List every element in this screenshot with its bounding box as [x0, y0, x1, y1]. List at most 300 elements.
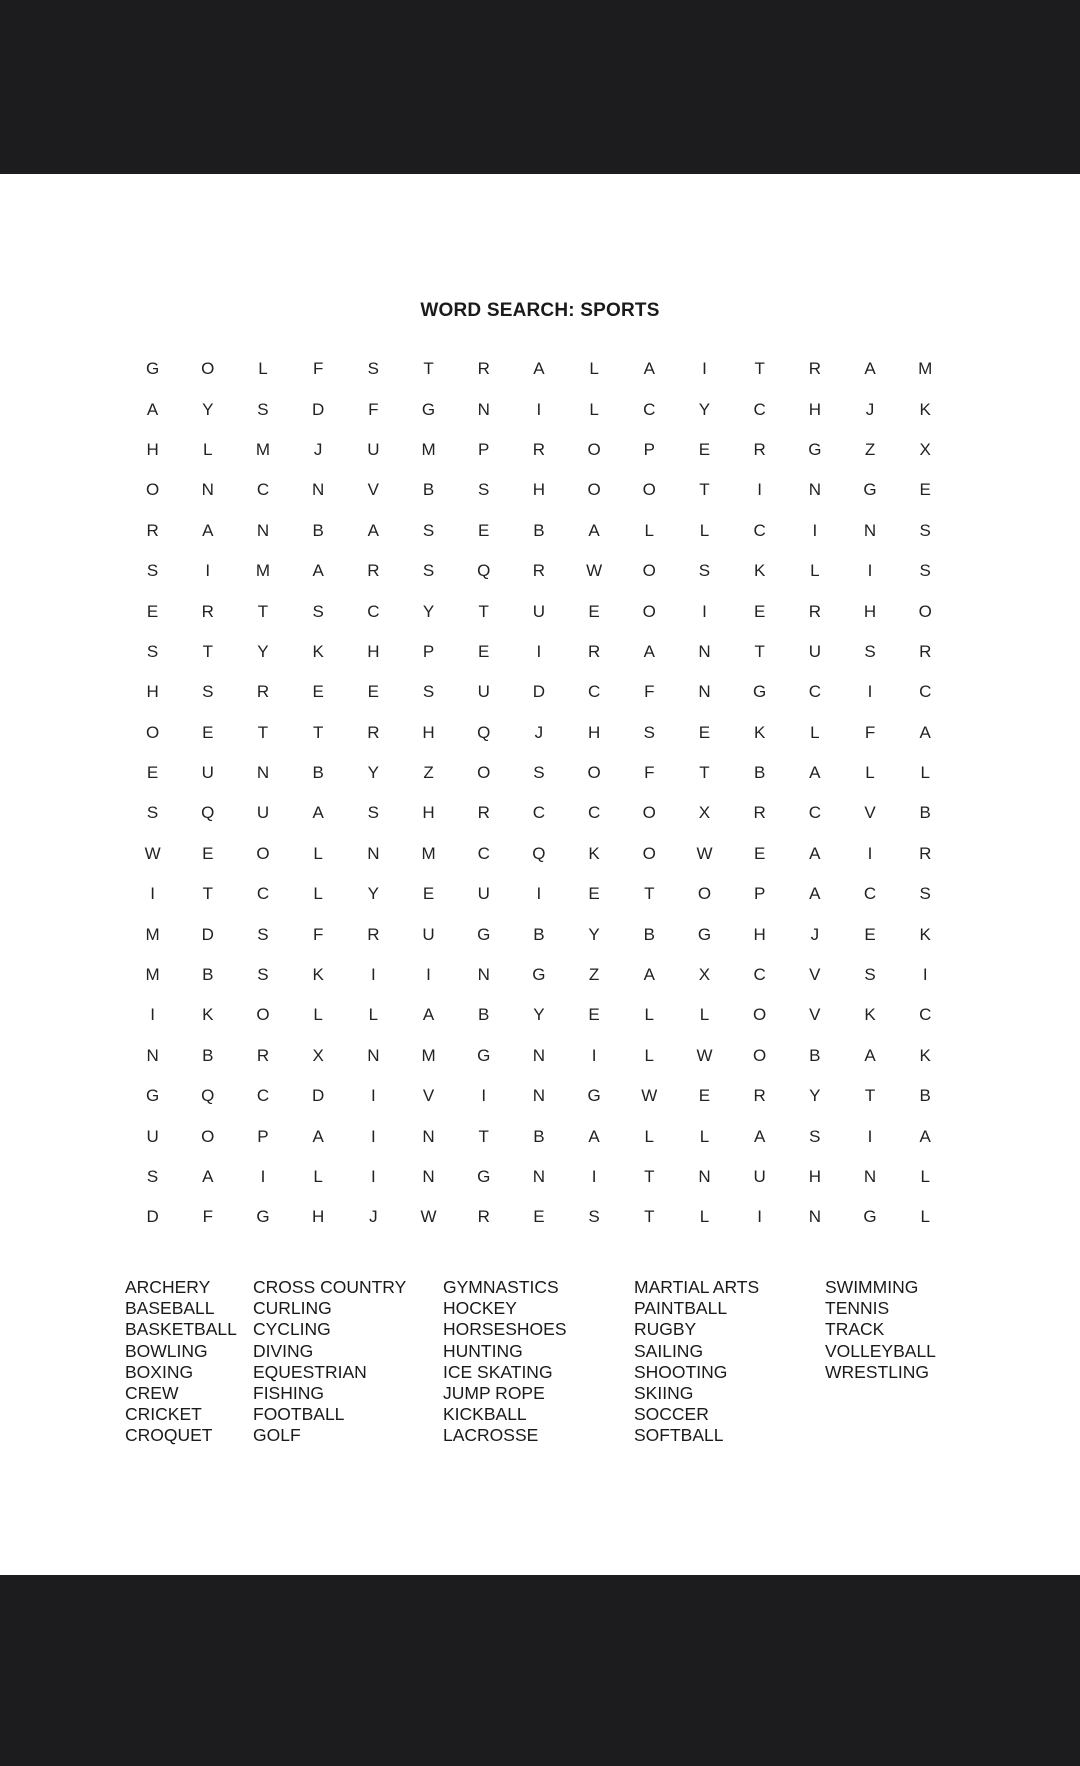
- grid-letter: V: [422, 1086, 435, 1106]
- grid-letter: O: [642, 480, 656, 500]
- grid-letter: Z: [588, 965, 600, 985]
- grid-letter: L: [644, 520, 655, 540]
- grid-letter: F: [864, 722, 876, 742]
- word-list-item: SKIING: [634, 1383, 694, 1404]
- grid-letter: U: [477, 682, 490, 702]
- grid-letter: V: [864, 803, 876, 823]
- grid-letter: R: [753, 1086, 766, 1106]
- grid-letter: H: [312, 1207, 325, 1227]
- puzzle-page: [0, 174, 1080, 1575]
- grid-letter: L: [920, 1167, 930, 1186]
- grid-letter: M: [145, 965, 160, 985]
- grid-letter: R: [753, 803, 766, 823]
- grid-letter: T: [699, 763, 710, 783]
- grid-letter: H: [532, 480, 546, 500]
- grid-letter: T: [644, 1207, 655, 1227]
- grid-letter: E: [533, 1207, 545, 1227]
- grid-letter: T: [478, 601, 489, 621]
- grid-letter: I: [702, 359, 707, 379]
- grid-letter: G: [532, 965, 546, 985]
- word-column: [825, 1277, 936, 1383]
- grid-letter: Z: [423, 763, 434, 783]
- grid-letter: P: [753, 884, 766, 904]
- word-list-item: CREW: [125, 1383, 179, 1404]
- grid-letter: L: [258, 359, 268, 379]
- grid-letter: L: [699, 1207, 710, 1227]
- grid-letter: B: [202, 965, 214, 985]
- grid-letter: A: [588, 1126, 600, 1146]
- grid-letter: P: [643, 439, 655, 459]
- grid-letter: F: [202, 1207, 213, 1227]
- grid-letter: H: [146, 682, 159, 702]
- grid-letter: T: [864, 1086, 876, 1106]
- grid-letter: B: [533, 924, 545, 944]
- grid-letter: K: [588, 843, 600, 863]
- grid-letter: U: [201, 763, 214, 783]
- grid-letter: G: [863, 480, 877, 500]
- grid-letter: K: [919, 399, 931, 419]
- grid-letter: I: [370, 965, 376, 985]
- grid-letter: O: [753, 1005, 767, 1025]
- word-list-item: SAILING: [634, 1340, 704, 1361]
- word-list-item: SOFTBALL: [634, 1425, 724, 1446]
- grid-letter: O: [587, 439, 601, 459]
- grid-letter: B: [312, 520, 324, 540]
- grid-letter: N: [422, 1126, 435, 1146]
- grid-letter: I: [702, 601, 707, 621]
- grid-letter: N: [367, 1045, 380, 1065]
- grid-letter: J: [865, 399, 875, 419]
- grid-letter: T: [644, 1167, 655, 1186]
- grid-letter: X: [698, 803, 711, 823]
- grid-letter: E: [478, 641, 490, 661]
- grid-letter: C: [587, 682, 601, 702]
- grid-letter: W: [641, 1086, 658, 1106]
- grid-letter: A: [643, 359, 655, 379]
- grid-letter: B: [919, 1086, 931, 1106]
- grid-letter: W: [420, 1207, 437, 1227]
- word-list-item: CROQUET: [125, 1425, 213, 1446]
- grid-letter: X: [312, 1045, 324, 1065]
- grid-letter: L: [644, 1005, 655, 1025]
- grid-letter: B: [809, 1045, 821, 1065]
- grid-letter: U: [256, 803, 270, 823]
- grid-letter: N: [698, 1167, 711, 1186]
- grid-letter: M: [255, 561, 271, 581]
- grid-letter: C: [753, 520, 766, 540]
- grid-letter: O: [587, 763, 601, 783]
- grid-letter: I: [867, 843, 873, 863]
- grid-letter: R: [367, 924, 380, 944]
- grid-letter: M: [421, 843, 436, 863]
- grid-letter: T: [478, 1126, 489, 1146]
- grid-letter: P: [478, 439, 490, 459]
- grid-letter: E: [146, 763, 159, 783]
- grid-letter: N: [863, 1167, 877, 1186]
- grid-letter: E: [422, 884, 435, 904]
- grid-letter: S: [698, 561, 711, 581]
- grid-letter: F: [368, 399, 379, 419]
- grid-letter: S: [367, 803, 380, 823]
- grid-letter: P: [422, 641, 435, 661]
- grid-letter: A: [809, 884, 821, 904]
- grid-letter: C: [587, 803, 601, 823]
- word-list-item: BASKETBALL: [125, 1319, 237, 1340]
- grid-letter: H: [808, 399, 821, 419]
- grid-letter: I: [757, 1207, 763, 1227]
- grid-letter: Q: [477, 561, 491, 581]
- grid-letter: F: [312, 924, 324, 944]
- grid-letter: L: [313, 1005, 323, 1025]
- grid-letter: S: [864, 965, 876, 985]
- grid-letter: N: [532, 1167, 546, 1186]
- grid-letter: Y: [202, 399, 214, 419]
- grid-letter: F: [312, 359, 324, 379]
- grid-letter: R: [919, 843, 932, 863]
- grid-letter: S: [146, 641, 159, 661]
- grid-letter: N: [808, 480, 821, 500]
- word-list-item: ICE SKATING: [443, 1361, 553, 1382]
- grid-letter: N: [698, 641, 711, 661]
- grid-letter: O: [642, 843, 656, 863]
- word-list-item: JUMP ROPE: [443, 1383, 545, 1404]
- grid-letter: L: [644, 1045, 655, 1065]
- grid-letter: H: [422, 722, 435, 742]
- grid-letter: I: [812, 520, 818, 540]
- grid-letter: N: [146, 1045, 159, 1065]
- grid-letter: N: [201, 480, 214, 500]
- word-list-item: CURLING: [253, 1298, 332, 1319]
- grid-letter: E: [753, 601, 766, 621]
- grid-letter: I: [426, 965, 431, 985]
- grid-letter: W: [144, 843, 161, 863]
- grid-letter: O: [918, 601, 932, 621]
- grid-letter: R: [808, 601, 821, 621]
- grid-letter: R: [256, 1045, 270, 1065]
- grid-letter: E: [698, 722, 711, 742]
- grid-letter: O: [201, 359, 215, 379]
- grid-letter: H: [422, 803, 435, 823]
- grid-letter: I: [536, 884, 542, 904]
- grid-letter: I: [591, 1045, 597, 1065]
- grid-letter: E: [146, 601, 159, 621]
- grid-letter: A: [864, 1045, 876, 1065]
- grid-letter: L: [313, 884, 323, 904]
- grid-letter: S: [919, 561, 931, 581]
- grid-letter: W: [696, 843, 713, 863]
- grid-letter: C: [367, 601, 380, 621]
- grid-letter: Y: [367, 763, 380, 783]
- word-list-item: SOCCER: [634, 1404, 709, 1425]
- bottom-bar: [0, 1575, 1080, 1766]
- grid-letter: N: [477, 965, 490, 985]
- grid-letter: G: [477, 1167, 491, 1186]
- grid-letter: G: [863, 1207, 877, 1227]
- word-list-item: RUGBY: [634, 1319, 697, 1340]
- word-list-item: SHOOTING: [634, 1361, 728, 1382]
- grid-letter: B: [422, 480, 435, 500]
- grid-letter: L: [699, 1005, 710, 1025]
- page-title: WORD SEARCH: SPORTS: [420, 300, 660, 321]
- grid-letter: X: [698, 965, 711, 985]
- grid-letter: C: [643, 399, 656, 419]
- grid-letter: O: [256, 1005, 270, 1025]
- grid-letter: G: [808, 439, 822, 459]
- grid-letter: C: [919, 682, 932, 702]
- grid-letter: M: [255, 439, 271, 459]
- grid-letter: T: [257, 722, 269, 742]
- grid-letter: J: [534, 722, 544, 742]
- grid-letter: K: [753, 722, 766, 742]
- word-column: [443, 1277, 567, 1447]
- top-bar: [0, 0, 1080, 174]
- grid-letter: S: [146, 1167, 159, 1186]
- grid-letter: A: [919, 1126, 931, 1146]
- grid-letter: R: [256, 682, 270, 702]
- word-list-item: BASEBALL: [125, 1298, 215, 1319]
- grid-letter: A: [919, 722, 931, 742]
- grid-letter: A: [202, 1167, 214, 1186]
- grid-letter: G: [145, 1086, 160, 1106]
- grid-letter: R: [532, 561, 546, 581]
- grid-letter: Y: [588, 924, 600, 944]
- word-list-item: LACROSSE: [443, 1425, 539, 1446]
- grid-letter: Y: [422, 601, 435, 621]
- grid-letter: O: [753, 1045, 767, 1065]
- grid-letter: D: [532, 682, 546, 702]
- grid-letter: T: [699, 480, 710, 500]
- word-list-item: PAINTBALL: [634, 1298, 728, 1319]
- grid-letter: E: [588, 601, 600, 621]
- word-list-item: HUNTING: [443, 1340, 523, 1361]
- grid-letter: F: [644, 763, 655, 783]
- grid-letter: E: [698, 1086, 711, 1106]
- grid-letter: A: [312, 561, 324, 581]
- grid-letter: L: [589, 399, 599, 419]
- grid-letter: T: [423, 359, 434, 379]
- grid-letter: G: [477, 924, 491, 944]
- grid-letter: U: [422, 924, 435, 944]
- grid-letter: B: [202, 1045, 214, 1065]
- word-list-item: GOLF: [253, 1425, 301, 1446]
- grid-letter: T: [312, 722, 324, 742]
- grid-letter: C: [477, 843, 490, 863]
- grid-letter: R: [146, 520, 159, 540]
- grid-letter: C: [808, 682, 821, 702]
- grid-letter: D: [312, 399, 325, 419]
- grid-letter: B: [533, 520, 545, 540]
- grid-letter: I: [867, 561, 873, 581]
- grid-letter: E: [588, 1005, 600, 1025]
- grid-letter: S: [864, 641, 876, 661]
- grid-letter: M: [421, 1045, 436, 1065]
- grid-letter: O: [642, 803, 656, 823]
- grid-letter: A: [312, 1126, 324, 1146]
- grid-letter: A: [312, 803, 324, 823]
- grid-letter: I: [536, 399, 542, 419]
- word-list-item: EQUESTRIAN: [253, 1361, 367, 1382]
- grid-letter: G: [587, 1086, 601, 1106]
- grid-letter: L: [203, 439, 213, 459]
- grid-letter: I: [370, 1086, 376, 1106]
- word-list-item: CROSS COUNTRY: [253, 1277, 407, 1297]
- grid-letter: B: [643, 924, 655, 944]
- grid-letter: B: [753, 763, 766, 783]
- grid-letter: X: [919, 439, 931, 459]
- grid-letter: T: [754, 641, 765, 661]
- grid-letter: I: [757, 480, 763, 500]
- grid-letter: H: [808, 1167, 821, 1186]
- grid-letter: O: [201, 1126, 215, 1146]
- grid-letter: E: [202, 722, 214, 742]
- grid-letter: S: [257, 924, 269, 944]
- grid-letter: G: [753, 682, 767, 702]
- grid-letter: W: [696, 1045, 713, 1065]
- grid-letter: T: [754, 359, 765, 379]
- grid-letter: D: [201, 924, 214, 944]
- grid-letter: I: [150, 1005, 155, 1025]
- grid-letter: S: [422, 682, 435, 702]
- grid-letter: N: [532, 1045, 546, 1065]
- grid-letter: T: [202, 641, 213, 661]
- grid-letter: I: [536, 641, 542, 661]
- grid-letter: R: [753, 439, 766, 459]
- grid-letter: H: [367, 641, 380, 661]
- grid-letter: A: [533, 359, 545, 379]
- grid-letter: B: [919, 803, 931, 823]
- grid-letter: S: [202, 682, 214, 702]
- word-list-item: HOCKEY: [443, 1298, 517, 1319]
- grid-letter: Z: [864, 439, 876, 459]
- grid-letter: J: [313, 439, 323, 459]
- grid-letter: A: [588, 520, 600, 540]
- grid-letter: S: [257, 399, 269, 419]
- grid-letter: C: [919, 1005, 932, 1025]
- grid-letter: U: [367, 439, 380, 459]
- grid-letter: L: [589, 359, 599, 379]
- grid-letter: L: [920, 1207, 930, 1227]
- grid-letter: U: [477, 884, 490, 904]
- grid-letter: M: [145, 924, 160, 944]
- grid-letter: L: [810, 722, 820, 742]
- grid-letter: R: [587, 641, 601, 661]
- grid-letter: S: [478, 480, 490, 500]
- grid-letter: S: [146, 803, 159, 823]
- grid-letter: V: [367, 480, 380, 500]
- grid-letter: B: [478, 1005, 490, 1025]
- grid-letter: R: [532, 439, 546, 459]
- grid-letter: O: [256, 843, 270, 863]
- grid-letter: H: [863, 601, 877, 621]
- grid-letter: A: [146, 399, 159, 419]
- grid-letter: D: [312, 1086, 325, 1106]
- word-list-item: SWIMMING: [825, 1277, 919, 1297]
- grid-letter: R: [808, 359, 821, 379]
- word-list-item: TRACK: [825, 1319, 885, 1340]
- grid-letter: K: [753, 561, 766, 581]
- word-list-item: DIVING: [253, 1340, 314, 1361]
- grid-letter: C: [256, 480, 270, 500]
- grid-letter: G: [145, 359, 160, 379]
- word-list-item: BOXING: [125, 1361, 194, 1382]
- grid-letter: G: [256, 1207, 270, 1227]
- grid-letter: R: [367, 722, 380, 742]
- grid-letter: S: [809, 1126, 821, 1146]
- grid-letter: Y: [367, 884, 380, 904]
- grid-letter: I: [922, 965, 928, 985]
- grid-letter: O: [145, 722, 160, 742]
- grid-letter: L: [920, 763, 930, 783]
- grid-letter: L: [368, 1005, 379, 1025]
- grid-letter: H: [753, 924, 766, 944]
- word-list-item: VOLLEYBALL: [825, 1340, 936, 1361]
- grid-letter: S: [919, 520, 931, 540]
- grid-letter: A: [809, 763, 821, 783]
- grid-letter: A: [422, 1005, 435, 1025]
- grid-letter: V: [809, 1005, 821, 1025]
- grid-letter: S: [146, 561, 159, 581]
- word-list-item: CRICKET: [125, 1404, 202, 1425]
- grid-letter: N: [312, 480, 325, 500]
- grid-letter: L: [313, 843, 323, 863]
- grid-letter: T: [257, 601, 269, 621]
- grid-letter: S: [367, 359, 380, 379]
- grid-letter: C: [753, 399, 766, 419]
- grid-letter: I: [867, 682, 873, 702]
- grid-letter: N: [477, 399, 490, 419]
- grid-letter: M: [421, 439, 436, 459]
- grid-letter: N: [422, 1167, 435, 1186]
- grid-letter: G: [421, 399, 436, 419]
- grid-letter: U: [146, 1126, 159, 1146]
- grid-letter: S: [422, 561, 435, 581]
- grid-letter: K: [864, 1005, 876, 1025]
- word-column: [125, 1277, 237, 1447]
- grid-letter: I: [591, 1167, 597, 1186]
- grid-letter: Q: [201, 803, 215, 823]
- grid-letter: V: [809, 965, 821, 985]
- grid-letter: K: [312, 641, 324, 661]
- grid-letter: A: [643, 641, 655, 661]
- grid-letter: D: [146, 1207, 159, 1227]
- grid-letter: B: [312, 763, 324, 783]
- grid-letter: J: [810, 924, 820, 944]
- grid-letter: L: [865, 763, 875, 783]
- grid-letter: E: [367, 682, 380, 702]
- grid-letter: T: [202, 884, 213, 904]
- grid-letter: Y: [809, 1086, 821, 1106]
- grid-letter: O: [477, 763, 491, 783]
- grid-letter: I: [370, 1126, 376, 1146]
- grid-letter: R: [201, 601, 214, 621]
- letter-grid: [125, 349, 953, 1238]
- grid-letter: I: [260, 1167, 266, 1186]
- word-list-item: WRESTLING: [825, 1361, 930, 1382]
- word-list-item: KICKBALL: [443, 1404, 527, 1425]
- grid-letter: R: [477, 803, 490, 823]
- grid-letter: O: [145, 480, 160, 500]
- word-list-item: FOOTBALL: [253, 1404, 345, 1425]
- grid-letter: I: [370, 1167, 376, 1186]
- grid-letter: E: [478, 520, 490, 540]
- grid-letter: K: [919, 1045, 931, 1065]
- grid-letter: S: [422, 520, 435, 540]
- grid-letter: S: [588, 1207, 600, 1227]
- word-list: [0, 1277, 1080, 1457]
- grid-letter: M: [918, 359, 933, 379]
- grid-letter: B: [533, 1126, 545, 1146]
- word-list-item: MARTIAL ARTS: [634, 1277, 760, 1297]
